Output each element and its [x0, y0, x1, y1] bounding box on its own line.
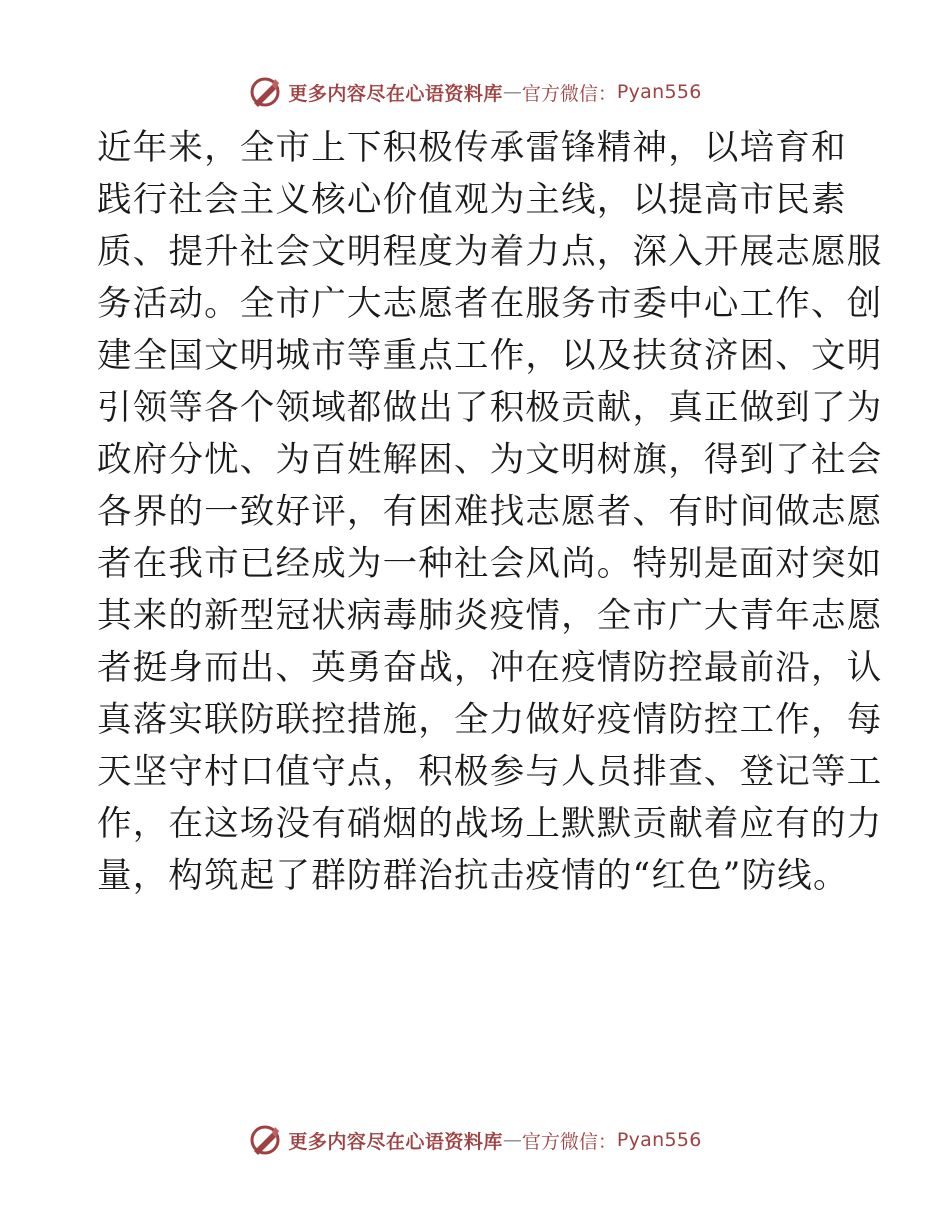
footer-site-name: 更多内容尽在心语资料库: [288, 1130, 503, 1153]
body-line: 量，构筑起了群防群治抗击疫情的“红色”防线。: [97, 856, 849, 896]
body-line: 真落实联防联控措施，全力做好疫情防控工作，每: [97, 700, 883, 740]
body-line: 务活动。全市广大志愿者在服务市委中心工作、创: [97, 284, 883, 324]
body-line: 近年来，全市上下积极传承雷锋精神，以培育和: [97, 128, 847, 168]
body-line: 引领等各个领域都做出了积极贡献，真正做到了为: [97, 388, 883, 428]
footer-separator: —: [502, 1129, 522, 1151]
header-wechat-label: 官方微信：: [521, 82, 617, 105]
footer-wechat-label: 官方微信：: [521, 1130, 617, 1153]
body-line: 政府分忧、为百姓解困、为文明树旗，得到了社会: [97, 440, 883, 480]
header-wechat-id: Pyan556: [616, 81, 702, 103]
body-line: 践行社会主义核心价值观为主线，以提高市民素: [97, 180, 847, 220]
pen-circle-logo-icon: [248, 75, 282, 109]
header-separator: —: [502, 81, 522, 103]
body-line: 建全国文明城市等重点工作，以及扶贫济困、文明: [97, 336, 883, 376]
body-line: 天坚守村口值守点，积极参与人员排查、登记等工: [97, 752, 883, 792]
body-line: 质、提升社会文明程度为着力点，深入开展志愿服: [97, 232, 883, 272]
body-line: 作，在这场没有硝烟的战场上默默贡献着应有的力: [97, 804, 883, 844]
header-site-name: 更多内容尽在心语资料库: [288, 82, 503, 105]
footer-wechat-id: Pyan556: [616, 1129, 702, 1151]
body-line: 者挺身而出、英勇奋战，冲在疫情防控最前沿，认: [97, 648, 883, 688]
body-line: 其来的新型冠状病毒肺炎疫情，全市广大青年志愿: [97, 596, 883, 636]
body-line: 各界的一致好评，有困难找志愿者、有时间做志愿: [97, 492, 883, 532]
footer-banner: [0, 1120, 950, 1160]
pen-circle-logo-icon: [248, 1123, 282, 1157]
body-line: 者在我市已经成为一种社会风尚。特别是面对突如: [97, 544, 883, 584]
article-body: [97, 122, 883, 902]
header-banner: [0, 72, 950, 112]
